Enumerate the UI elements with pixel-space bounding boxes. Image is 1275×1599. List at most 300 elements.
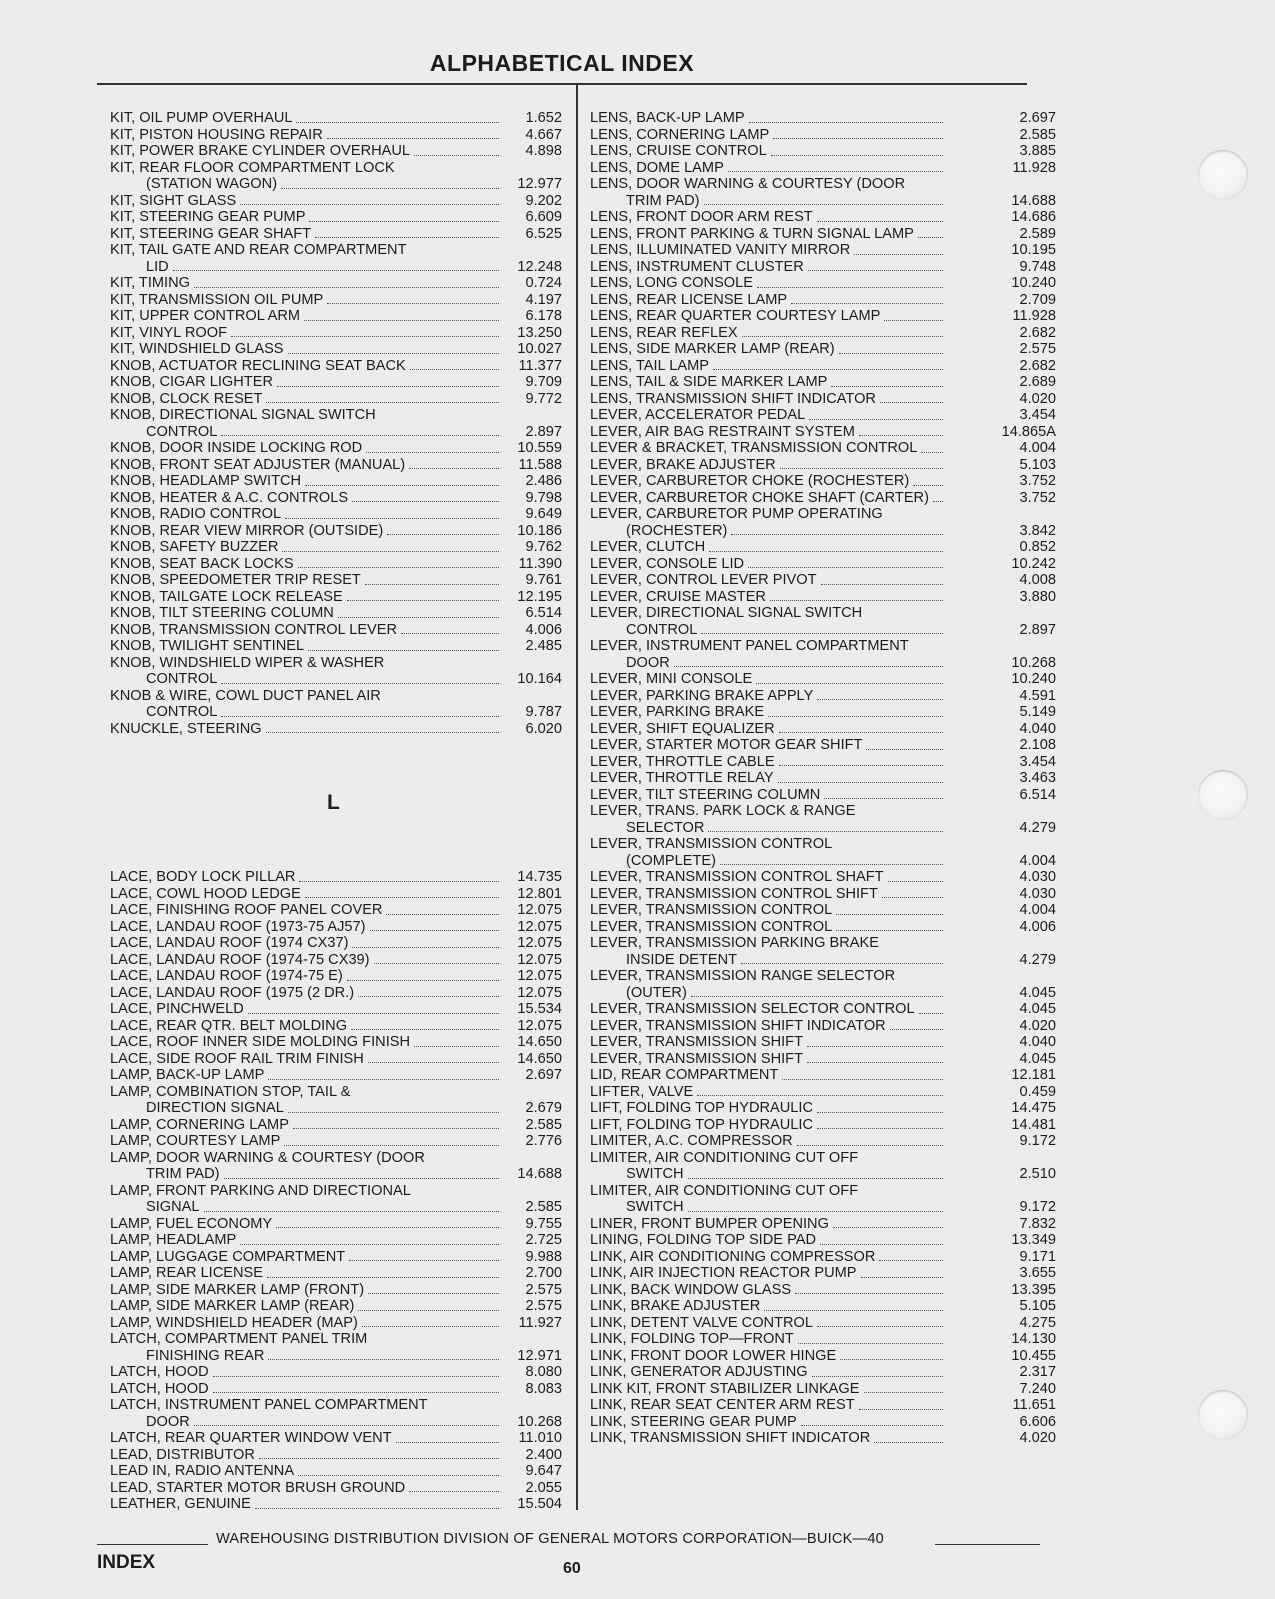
punch-hole-bottom — [1198, 1390, 1248, 1440]
index-entry — [590, 902, 1056, 919]
entry-page: 2.585 — [525, 1116, 562, 1133]
index-entry — [590, 671, 1056, 688]
dot-leader — [771, 155, 943, 156]
entry-name: LATCH, COMPARTMENT PANEL TRIM — [110, 1331, 368, 1347]
dot-leader — [817, 1128, 943, 1129]
entry-page: 2.575 — [525, 1298, 562, 1314]
dot-leader — [921, 452, 943, 453]
entry-name: LAMP, REAR LICENSE — [110, 1265, 264, 1281]
dot-leader — [728, 171, 943, 172]
entry-page: 4.275 — [1019, 1314, 1056, 1331]
entry-name: LENS, TRANSMISSION SHIFT INDICATOR — [590, 390, 876, 407]
index-entry — [590, 490, 1056, 507]
dot-leader — [817, 1326, 943, 1327]
dot-leader — [882, 897, 943, 898]
entry-name: LENS, FRONT DOOR ARM REST — [590, 209, 813, 225]
entry-page: 3.655 — [1019, 1265, 1056, 1281]
entry-name: KNOB, TWILIGHT SENTINEL — [110, 638, 305, 654]
entry-name: LENS, CORNERING LAMP — [590, 126, 770, 143]
index-entry — [110, 473, 562, 490]
index-entry — [590, 292, 1056, 309]
index-entry — [110, 292, 562, 309]
entry-page: 9.755 — [525, 1215, 562, 1232]
entry-page: 2.317 — [1019, 1364, 1056, 1380]
entry-page: 9.202 — [525, 192, 562, 209]
title-rule — [97, 83, 1027, 85]
entry-name: LEAD, STARTER MOTOR BRUSH GROUND — [110, 1479, 406, 1496]
entry-page: 12.971 — [517, 1347, 562, 1364]
dot-leader — [773, 138, 943, 139]
entry-name: KIT, TRANSMISSION OIL PUMP — [110, 291, 324, 308]
entry-page: 12.075 — [517, 984, 562, 1001]
index-entry — [590, 820, 1056, 837]
entry-page: 15.534 — [517, 1001, 562, 1017]
entry-name: LEVER, CONTROL LEVER PIVOT — [590, 572, 817, 588]
entry-name: LINK, BACK WINDOW GLASS — [590, 1281, 792, 1298]
entry-name: KIT, TAIL GATE AND REAR COMPARTMENT — [110, 242, 407, 258]
index-entry — [590, 176, 1056, 193]
index-entry — [110, 275, 562, 292]
index-entry — [590, 1298, 1056, 1315]
entry-page: 4.279 — [1019, 819, 1056, 836]
dot-leader — [296, 122, 499, 123]
dot-leader — [309, 221, 499, 222]
entry-name: KNOB, SEAT BACK LOCKS — [110, 555, 294, 572]
dot-leader — [194, 287, 499, 288]
entry-page: 0.724 — [525, 275, 562, 291]
entry-name: LAMP, BACK-UP LAMP — [110, 1067, 265, 1083]
entry-name: LACE, BODY LOCK PILLAR — [110, 869, 296, 885]
entry-page: 9.761 — [525, 572, 562, 588]
entry-name: LEVER, TRANSMISSION CONTROL — [590, 836, 833, 852]
right-index-column — [590, 110, 1056, 1447]
dot-leader — [267, 1277, 499, 1278]
index-entry — [590, 539, 1056, 556]
dot-leader — [778, 782, 943, 783]
entry-page: 4.040 — [1019, 720, 1056, 737]
entry-name: LAMP, SIDE MARKER LAMP (REAR) — [110, 1298, 355, 1314]
entry-name: LENS, BACK-UP LAMP — [590, 110, 745, 126]
entry-name: LEVER & BRACKET, TRANSMISSION CONTROL — [590, 440, 918, 456]
index-entry — [110, 1249, 562, 1266]
dot-leader — [704, 204, 943, 205]
entry-name: LACE, SIDE ROOF RAIL TRIM FINISH — [110, 1050, 364, 1067]
entry-page: 2.485 — [525, 638, 562, 654]
entry-page: 14.865A — [1001, 423, 1056, 440]
l-entries-continued — [590, 110, 1056, 1447]
index-entry — [110, 110, 562, 127]
entry-name: LEAD IN, RADIO ANTENNA — [110, 1463, 295, 1479]
entry-name: KNOB, HEADLAMP SWITCH — [110, 473, 302, 489]
entry-page: 4.006 — [525, 621, 562, 638]
dot-leader — [933, 501, 943, 502]
index-entry — [110, 407, 562, 424]
index-entry — [110, 968, 562, 985]
entry-name: CONTROL — [146, 671, 218, 687]
dot-leader — [259, 1458, 499, 1459]
entry-name: TRIM PAD) — [146, 1166, 220, 1182]
index-entry — [110, 572, 562, 589]
dot-leader — [327, 138, 499, 139]
entry-name: LEAD, DISTRIBUTOR — [110, 1446, 255, 1463]
entry-page: 12.075 — [517, 951, 562, 968]
index-entry — [590, 1199, 1056, 1216]
dot-leader — [268, 1079, 499, 1080]
entry-page: 9.988 — [525, 1248, 562, 1265]
dot-leader — [884, 320, 943, 321]
entry-page: 9.171 — [1019, 1248, 1056, 1265]
entry-name: LEVER, SHIFT EQUALIZER — [590, 720, 775, 737]
entry-page: 12.801 — [517, 885, 562, 902]
entry-page: 11.651 — [1012, 1397, 1056, 1413]
entry-page: 4.030 — [1019, 885, 1056, 902]
index-entry — [590, 1282, 1056, 1299]
dot-leader — [358, 996, 499, 997]
entry-name: LEVER, CRUISE MASTER — [590, 588, 766, 605]
page-number: 60 — [563, 1560, 581, 1577]
entry-name: LENS, REAR QUARTER COURTESY LAMP — [590, 308, 881, 324]
entry-name: LENS, TAIL & SIDE MARKER LAMP — [590, 374, 828, 390]
entry-name: KNOB, CIGAR LIGHTER — [110, 374, 273, 390]
entry-page: 12.977 — [517, 176, 562, 192]
dot-leader — [749, 122, 943, 123]
entry-name: KIT, TIMING — [110, 275, 191, 291]
entry-name: LEVER, TRANSMISSION SHIFT INDICATOR — [590, 1017, 886, 1034]
dot-leader — [879, 1260, 943, 1261]
entry-name: LEVER, THROTTLE RELAY — [590, 770, 774, 786]
entry-name: KNOB, TILT STEERING COLUMN — [110, 605, 334, 621]
index-entry — [110, 1100, 562, 1117]
entry-page: 14.688 — [517, 1166, 562, 1182]
entry-name: LAMP, FUEL ECONOMY — [110, 1215, 273, 1232]
index-entry — [590, 1100, 1056, 1117]
index-entry — [110, 556, 562, 573]
index-entry — [110, 935, 562, 952]
entry-name: LEVER, AIR BAG RESTRAINT SYSTEM — [590, 423, 855, 440]
entry-page: 2.585 — [1019, 126, 1056, 143]
entry-name: LIMITER, AIR CONDITIONING CUT OFF — [590, 1182, 859, 1199]
index-entry — [110, 506, 562, 523]
dot-leader — [808, 270, 943, 271]
entry-name: LIMITER, AIR CONDITIONING CUT OFF — [590, 1149, 859, 1166]
index-entry — [590, 1381, 1056, 1398]
left-index-column — [110, 110, 562, 1513]
index-entry — [110, 1364, 562, 1381]
dot-leader — [266, 402, 499, 403]
index-entry — [590, 374, 1056, 391]
entry-page: 2.589 — [1019, 225, 1056, 242]
dot-leader — [370, 930, 500, 931]
dot-leader — [305, 485, 499, 486]
entry-name: LINK, DETENT VALVE CONTROL — [590, 1314, 814, 1331]
index-entry — [110, 341, 562, 358]
dot-leader — [691, 996, 943, 997]
index-entry — [110, 1430, 562, 1447]
index-entry — [590, 787, 1056, 804]
entry-page: 12.248 — [517, 258, 562, 275]
entry-name: KNOB, SAFETY BUZZER — [110, 539, 279, 555]
dot-leader — [266, 732, 499, 733]
entry-page: 2.510 — [1019, 1166, 1056, 1182]
dot-leader — [414, 155, 499, 156]
entry-name: KNOB, HEATER & A.C. CONTROLS — [110, 489, 349, 506]
entry-name: KNOB, CLOCK RESET — [110, 390, 263, 407]
entry-name: CONTROL — [146, 423, 218, 440]
entry-page: 9.798 — [525, 489, 562, 506]
dot-leader — [840, 1359, 943, 1360]
entry-page: 2.585 — [525, 1199, 562, 1215]
entry-page: 12.075 — [517, 902, 562, 918]
index-entry — [110, 1447, 562, 1464]
index-entry — [110, 160, 562, 177]
entry-page: 4.030 — [1019, 869, 1056, 885]
dot-leader — [315, 237, 499, 238]
dot-leader — [282, 551, 499, 552]
dot-leader — [213, 1392, 499, 1393]
entry-name: KNOB, TRANSMISSION CONTROL LEVER — [110, 621, 398, 638]
entry-name: LEVER, PARKING BRAKE — [590, 704, 765, 720]
entry-name: CONTROL — [146, 704, 218, 720]
dot-leader — [374, 963, 499, 964]
dot-leader — [221, 716, 499, 717]
entry-page: 3.454 — [1019, 407, 1056, 423]
dot-leader — [327, 303, 499, 304]
index-entry — [110, 1331, 562, 1348]
entry-name: (ROCHESTER) — [626, 522, 728, 539]
dot-leader — [358, 1310, 499, 1311]
entry-page: 11.588 — [518, 456, 562, 473]
entry-page: 14.686 — [1011, 209, 1056, 225]
dot-leader — [173, 270, 499, 271]
entry-page: 9.172 — [1019, 1133, 1056, 1149]
index-entry — [590, 1133, 1056, 1150]
dot-leader — [836, 930, 943, 931]
dot-leader — [276, 1227, 499, 1228]
dot-leader — [338, 617, 499, 618]
dot-leader — [861, 1277, 943, 1278]
index-entry — [110, 1381, 562, 1398]
entry-name: KNOB & WIRE, COWL DUCT PANEL AIR — [110, 687, 381, 704]
dot-leader — [386, 914, 499, 915]
entry-page: 6.609 — [525, 209, 562, 225]
dot-leader — [365, 584, 499, 585]
index-entry — [110, 1265, 562, 1282]
dot-leader — [240, 1244, 499, 1245]
entry-page: 2.682 — [1019, 324, 1056, 341]
index-entry — [590, 143, 1056, 160]
index-entry — [590, 721, 1056, 738]
index-entry — [110, 902, 562, 919]
index-entry — [110, 209, 562, 226]
entry-page: 2.108 — [1019, 737, 1056, 753]
entry-name: LEVER, TRANSMISSION CONTROL — [590, 902, 833, 918]
entry-name: LEVER, STARTER MOTOR GEAR SHIFT — [590, 737, 863, 753]
entry-name: LINK, GENERATOR ADJUSTING — [590, 1364, 808, 1380]
dot-leader — [742, 336, 943, 337]
entry-name: LAMP, CORNERING LAMP — [110, 1116, 289, 1133]
entry-page: 2.575 — [1019, 341, 1056, 357]
entry-name: KNOB, TAILGATE LOCK RELEASE — [110, 588, 343, 605]
index-entry — [110, 391, 562, 408]
index-entry — [590, 935, 1056, 952]
entry-name: LENS, LONG CONSOLE — [590, 275, 754, 291]
index-entry — [110, 1067, 562, 1084]
index-entry — [590, 1249, 1056, 1266]
entry-name: LINING, FOLDING TOP SIDE PAD — [590, 1232, 816, 1248]
index-entry — [110, 1298, 562, 1315]
dot-leader — [349, 1260, 499, 1261]
entry-name: LENS, SIDE MARKER LAMP (REAR) — [590, 341, 835, 357]
entry-name: LAMP, DOOR WARNING & COURTESY (DOOR — [110, 1149, 425, 1166]
index-entry — [590, 1414, 1056, 1431]
index-entry — [590, 1364, 1056, 1381]
entry-page: 2.725 — [525, 1232, 562, 1248]
entry-page: 10.164 — [517, 671, 562, 687]
entry-page: 11.927 — [518, 1314, 562, 1331]
entry-page: 4.045 — [1019, 1001, 1056, 1017]
entry-page: 3.752 — [1019, 489, 1056, 506]
entry-name: LIFT, FOLDING TOP HYDRAULIC — [590, 1100, 814, 1116]
entry-name: LEVER, TRANSMISSION PARKING BRAKE — [590, 935, 879, 951]
dot-leader — [231, 336, 499, 337]
entry-page: 4.004 — [1019, 440, 1056, 456]
entry-page: 10.268 — [517, 1413, 562, 1430]
dot-leader — [304, 320, 499, 321]
entry-page: 12.181 — [1011, 1067, 1056, 1083]
entry-page: 5.149 — [1019, 704, 1056, 720]
index-entry — [110, 1496, 562, 1513]
dot-leader — [768, 716, 943, 717]
index-entry — [110, 325, 562, 342]
entry-name: LID, REAR COMPARTMENT — [590, 1067, 779, 1083]
index-entry — [110, 886, 562, 903]
index-entry — [590, 1001, 1056, 1018]
dot-leader — [757, 287, 943, 288]
index-entry — [590, 1018, 1056, 1035]
section-letter-l: L — [327, 791, 340, 814]
entry-name: KIT, OIL PUMP OVERHAUL — [110, 110, 293, 126]
entry-name: LATCH, HOOD — [110, 1380, 209, 1397]
index-entry — [590, 869, 1056, 886]
entry-page: 5.105 — [1019, 1298, 1056, 1314]
dot-leader — [240, 204, 499, 205]
dot-leader — [299, 881, 499, 882]
dot-leader — [807, 1062, 943, 1063]
index-entry — [110, 1463, 562, 1480]
entry-name: LAMP, WINDSHIELD HEADER (MAP) — [110, 1314, 358, 1331]
punch-hole-top — [1198, 150, 1248, 200]
index-entry — [110, 1133, 562, 1150]
dot-leader — [701, 633, 943, 634]
index-entry — [590, 341, 1056, 358]
index-entry — [590, 209, 1056, 226]
index-entry — [590, 655, 1056, 672]
index-entry — [110, 358, 562, 375]
dot-leader — [795, 1293, 943, 1294]
entry-name: LENS, REAR LICENSE LAMP — [590, 291, 788, 308]
entry-name: SELECTOR — [626, 819, 705, 836]
entry-name: LEVER, TRANSMISSION CONTROL — [590, 918, 833, 935]
dot-leader — [688, 1211, 943, 1212]
entry-name: KNOB, ACTUATOR RECLINING SEAT BACK — [110, 357, 406, 374]
entry-page: 12.075 — [517, 935, 562, 951]
entry-name: LENS, FRONT PARKING & TURN SIGNAL LAMP — [590, 225, 914, 242]
entry-name: KNOB, WINDSHIELD WIPER & WASHER — [110, 654, 385, 671]
index-entry — [590, 1232, 1056, 1249]
index-entry — [110, 952, 562, 969]
dot-leader — [918, 237, 943, 238]
index-entry — [590, 572, 1056, 589]
dot-leader — [352, 501, 499, 502]
entry-name: LENS, TAIL LAMP — [590, 357, 709, 374]
entry-name: KIT, REAR FLOOR COMPARTMENT LOCK — [110, 159, 395, 176]
entry-page: 10.240 — [1011, 671, 1056, 687]
entry-page: 4.004 — [1019, 852, 1056, 869]
entry-name: LACE, LANDAU ROOF (1974 CX37) — [110, 935, 349, 951]
entry-name: LEVER, TRANS. PARK LOCK & RANGE — [590, 803, 856, 819]
entry-page: 0.459 — [1019, 1083, 1056, 1100]
entry-name: LEATHER, GENUINE — [110, 1496, 251, 1512]
dot-leader — [866, 749, 943, 750]
index-entry — [110, 1397, 562, 1414]
dot-leader — [779, 765, 943, 766]
entry-name: SIGNAL — [146, 1199, 200, 1215]
entry-name: KIT, POWER BRAKE CYLINDER OVERHAUL — [110, 143, 411, 159]
dot-leader — [194, 1425, 499, 1426]
index-entry — [590, 226, 1056, 243]
dot-leader — [688, 1178, 943, 1179]
entry-page: 9.787 — [525, 704, 562, 720]
dot-leader — [284, 1145, 499, 1146]
index-entry — [110, 259, 562, 276]
entry-page: 9.772 — [525, 390, 562, 407]
dot-leader — [366, 452, 499, 453]
dot-leader — [831, 386, 943, 387]
entry-page: 10.559 — [517, 440, 562, 456]
dot-leader — [798, 1343, 943, 1344]
entry-page: 9.709 — [525, 374, 562, 390]
entry-name: (OUTER) — [626, 984, 687, 1001]
entry-name: LATCH, INSTRUMENT PANEL COMPARTMENT — [110, 1397, 428, 1413]
dot-leader — [248, 1013, 499, 1014]
index-entry — [590, 754, 1056, 771]
entry-page: 14.650 — [517, 1034, 562, 1050]
index-entry — [110, 1034, 562, 1051]
entry-page: 11.928 — [1012, 308, 1056, 324]
entry-name: LINER, FRONT BUMPER OPENING — [590, 1215, 829, 1232]
entry-page: 14.650 — [517, 1050, 562, 1067]
entry-page: 4.006 — [1019, 918, 1056, 935]
entry-name: LAMP, HEADLAMP — [110, 1232, 237, 1248]
entry-name: LEVER, TRANSMISSION CONTROL SHIFT — [590, 885, 878, 902]
dot-leader — [807, 1046, 943, 1047]
entry-name: LEVER, ACCELERATOR PEDAL — [590, 407, 806, 423]
entry-name: DIRECTION SIGNAL — [146, 1100, 284, 1116]
entry-name: KNOB, RADIO CONTROL — [110, 506, 282, 522]
dot-leader — [674, 666, 943, 667]
entry-name: LAMP, COURTESY LAMP — [110, 1133, 281, 1149]
entry-page: 2.682 — [1019, 357, 1056, 374]
entry-page: 4.008 — [1019, 572, 1056, 588]
index-entry — [110, 704, 562, 721]
index-entry — [590, 1315, 1056, 1332]
entry-page: 12.075 — [517, 1017, 562, 1034]
column-divider — [576, 85, 578, 1510]
index-entry — [110, 1084, 562, 1101]
entry-page: 10.240 — [1011, 275, 1056, 291]
index-entry — [590, 638, 1056, 655]
dot-leader — [396, 1442, 499, 1443]
